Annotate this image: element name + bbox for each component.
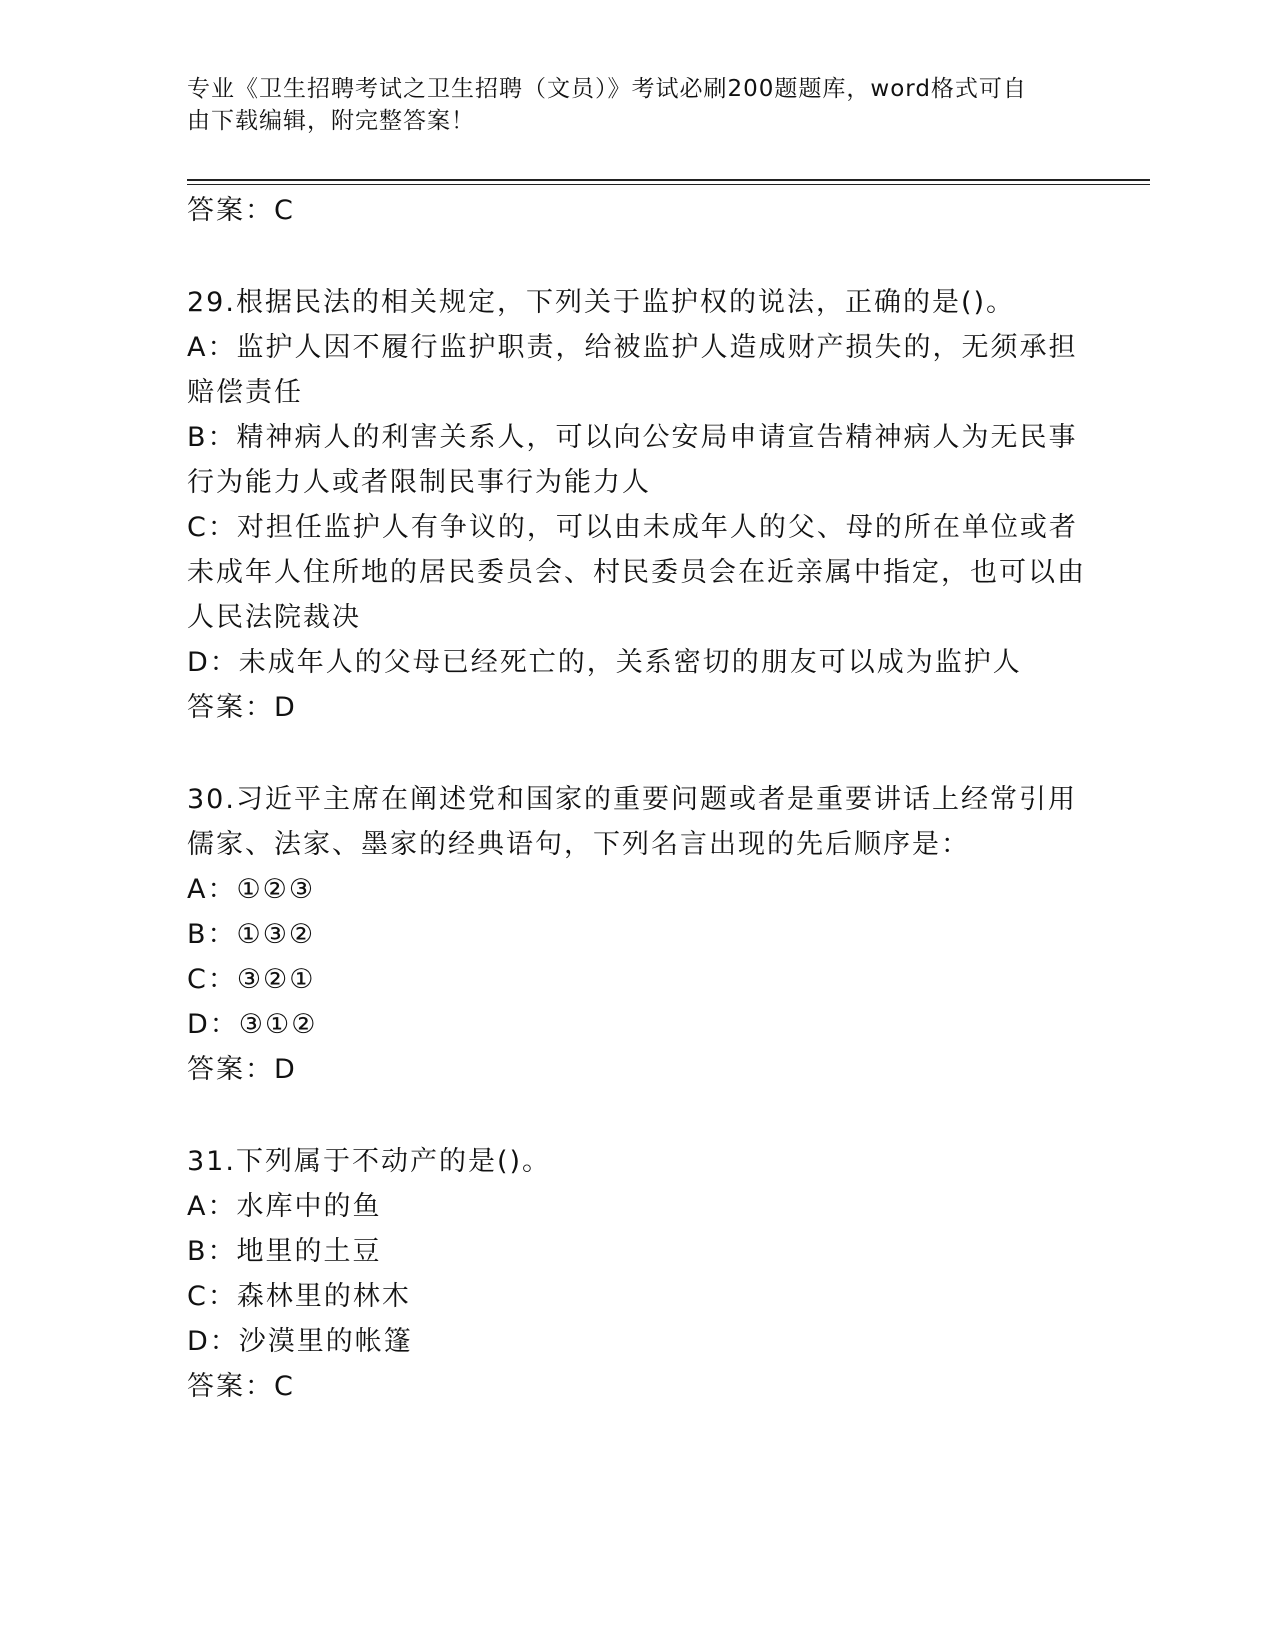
document-body <box>187 188 1087 1409</box>
answer: 答案：C <box>187 1371 295 1402</box>
option-d: D：沙漠里的帐篷 <box>187 1326 413 1357</box>
question-30 <box>187 777 1087 1092</box>
header-rule-thin <box>187 184 1150 185</box>
option-a: A：①②③ <box>187 874 316 905</box>
option-d: D：未成年人的父母已经死亡的，关系密切的朋友可以成为监护人 <box>187 647 1022 678</box>
option-c: C：森林里的林木 <box>187 1281 411 1312</box>
option-d: D：③①② <box>187 1009 318 1040</box>
option-b: B：精神病人的利害关系人，可以向公安局申请宣告精神病人为无民事行为能力人或者限制民事行为能力人 <box>187 422 1078 498</box>
question-29 <box>187 280 1087 730</box>
page-header <box>187 73 1077 137</box>
question-title: 31.下列属于不动产的是()。 <box>187 1146 552 1177</box>
option-a: A：监护人因不履行监护职责，给被监护人造成财产损失的，无须承担赔偿责任 <box>187 332 1078 408</box>
previous-answer: 答案：C <box>187 195 295 226</box>
header-rule-thick <box>187 179 1150 181</box>
header-line-1: 专业《卫生招聘考试之卫生招聘（文员）》考试必刷200题题库，word格式可自 <box>187 76 1027 102</box>
question-31 <box>187 1139 1087 1409</box>
option-c: C：对担任监护人有争议的，可以由未成年人的父、母的所在单位或者未成年人住所地的居民委员会、村民委员会在近亲属中指定，也可以由人民法院裁决 <box>187 512 1086 633</box>
option-c: C：③②① <box>187 964 316 995</box>
option-a: A：水库中的鱼 <box>187 1191 382 1222</box>
option-b: B：①③② <box>187 919 316 950</box>
option-b: B：地里的土豆 <box>187 1236 382 1267</box>
answer: 答案：D <box>187 692 297 723</box>
header-line-2: 由下载编辑，附完整答案！ <box>187 108 475 134</box>
question-title: 30.习近平主席在阐述党和国家的重要问题或者是重要讲话上经常引用儒家、法家、墨家的经典语句，下列名言出现的先后顺序是： <box>187 784 1077 860</box>
question-title: 29.根据民法的相关规定，下列关于监护权的说法，正确的是()。 <box>187 287 1016 318</box>
answer: 答案：D <box>187 1054 297 1085</box>
